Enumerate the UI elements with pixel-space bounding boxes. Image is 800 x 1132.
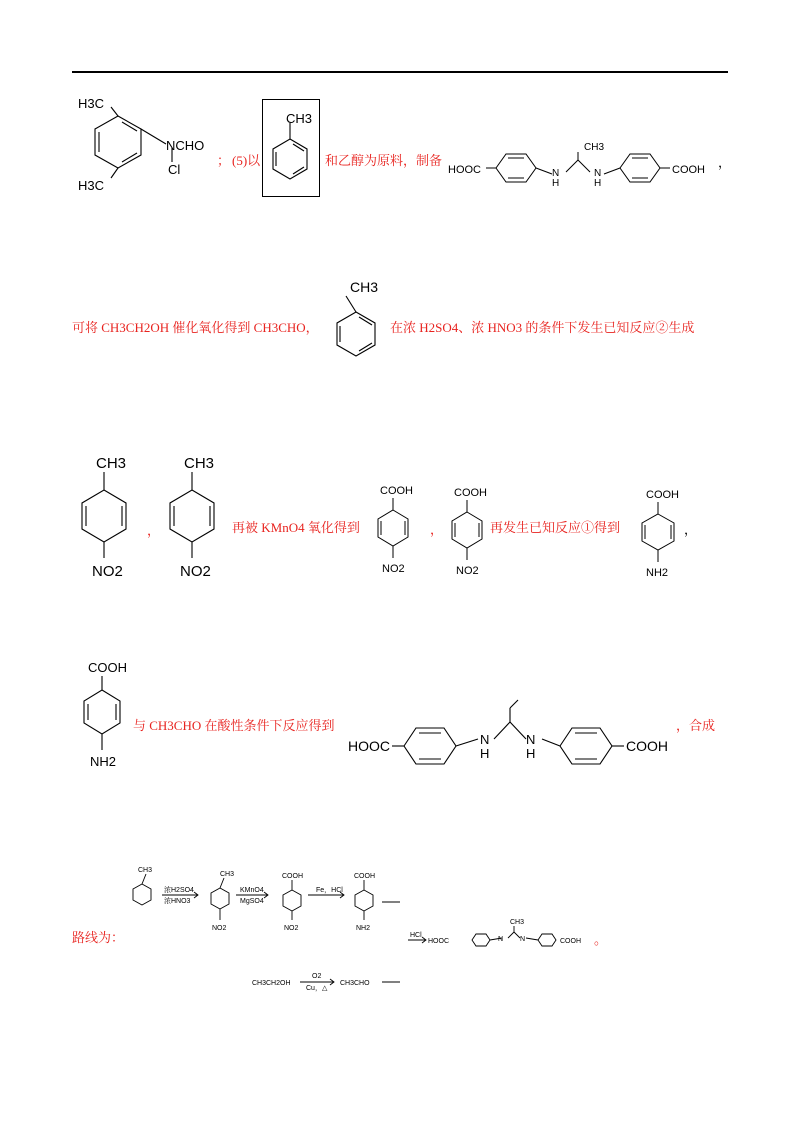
cooh-label: COOH [88, 660, 127, 675]
mol-toluene-2 [328, 276, 388, 366]
ch3-label: CH3 [96, 455, 127, 472]
final-cooh: COOH [560, 938, 581, 945]
p2-no2: NO2 [284, 925, 299, 932]
ch3-label: CH3 [286, 111, 313, 126]
header-rule [72, 71, 728, 73]
row2-text-1: 可将 CH3CH2OH 催化氧化得到 CH3CHO， [72, 320, 319, 335]
p2-cooh: COOH [282, 873, 303, 880]
ethanol-label: CH3CH2OH [252, 980, 291, 987]
row4-text-1: 与 CH3CHO 在酸性条件下反应得到 [133, 718, 335, 733]
p3-nh2: NH2 [356, 925, 371, 932]
row2-text-2: 在浓 H2SO4、浓 HNO3 的条件下发生已知反应②生成 [390, 320, 695, 335]
cooh-label: COOH [380, 485, 413, 497]
acetaldehyde-label: CH3CHO [340, 980, 370, 987]
row1-mid-text: 和乙醇为原料，制备 [325, 153, 443, 168]
mol-nitrotoluene-1 [72, 448, 142, 583]
hooc-label: HOOC [348, 738, 390, 754]
route-end-period: 。 [594, 932, 608, 947]
mol-dimethylphenyl-chloroformamide [78, 92, 218, 202]
mol-aminobenzoic-acid-2 [72, 660, 142, 775]
n-label-1: N [552, 168, 560, 179]
nh2-label: NH2 [90, 754, 117, 769]
row3-comma-3: ， [684, 522, 698, 537]
row3-text-2: 再发生已知反应①得到 [490, 520, 621, 535]
cooh-label: COOH [454, 487, 487, 499]
nh2-label: NH2 [646, 567, 669, 579]
route-label: 路线为： [72, 930, 125, 945]
mol-nitrotoluene-2 [160, 448, 230, 583]
arrow3-top: Fe，HCl [316, 887, 343, 894]
cooh-label: COOH [672, 164, 705, 176]
p1-no2: NO2 [212, 925, 227, 932]
n-label-2: N [526, 732, 536, 747]
no2-label: NO2 [180, 563, 211, 580]
no2-label: NO2 [92, 563, 123, 580]
h-label-1: H [480, 746, 490, 761]
final-ch3: CH3 [510, 919, 525, 926]
ch3-label-bottom: H3C [78, 178, 105, 193]
arrow1-bottom: 浓HNO3 [164, 898, 191, 905]
cooh-label: COOH [626, 738, 668, 754]
p0-ch3: CH3 [138, 867, 153, 874]
row1-end-comma: ， [718, 155, 732, 170]
route-scheme [120, 858, 610, 998]
h-label-2: H [594, 178, 602, 189]
h-label-1: H [552, 178, 560, 189]
final-hooc: HOOC [428, 938, 449, 945]
row3-text-1: 再被 KMnO4 氧化得到 [232, 520, 360, 535]
cu-label: Cu，△ [306, 985, 328, 992]
ch3-label-top: H3C [78, 96, 105, 111]
arrow1-top: 浓H2SO4 [164, 887, 194, 894]
row4-text-2: ，合成 [676, 718, 716, 733]
question-5-text: (5)以 [232, 153, 261, 168]
cooh-label: COOH [646, 489, 679, 501]
row3-comma-1: ， [147, 523, 161, 538]
arrow4-top: HCl [410, 932, 422, 939]
row3-comma-2: ， [430, 522, 444, 537]
final-n1: N [498, 936, 504, 943]
separator: ； [217, 153, 231, 168]
arrow2-top: KMnO4 [240, 887, 264, 894]
final-n2: N [520, 936, 526, 943]
no2-label: NO2 [456, 565, 479, 577]
mol-target-product-2 [348, 692, 678, 772]
n-label-1: N [480, 732, 490, 747]
mol-target-product [448, 138, 718, 198]
mol-toluene [262, 99, 318, 195]
ch3-label: CH3 [350, 279, 379, 295]
mol-nitrobenzoic-acid-1 [366, 482, 426, 582]
p1-ch3: CH3 [220, 871, 235, 878]
arrow2-bottom: MgSO4 [240, 898, 264, 905]
n-label-2: N [594, 168, 602, 179]
h-label-2: H [526, 746, 536, 761]
hooc-label: HOOC [448, 164, 481, 176]
ch3-label: CH3 [584, 142, 605, 153]
ch3-label: CH3 [184, 455, 215, 472]
o2-label: O2 [312, 973, 322, 980]
ncho-label: NCHO [166, 138, 205, 153]
p3-cooh: COOH [354, 873, 375, 880]
no2-label: NO2 [382, 563, 405, 575]
cl-label: Cl [168, 162, 181, 177]
